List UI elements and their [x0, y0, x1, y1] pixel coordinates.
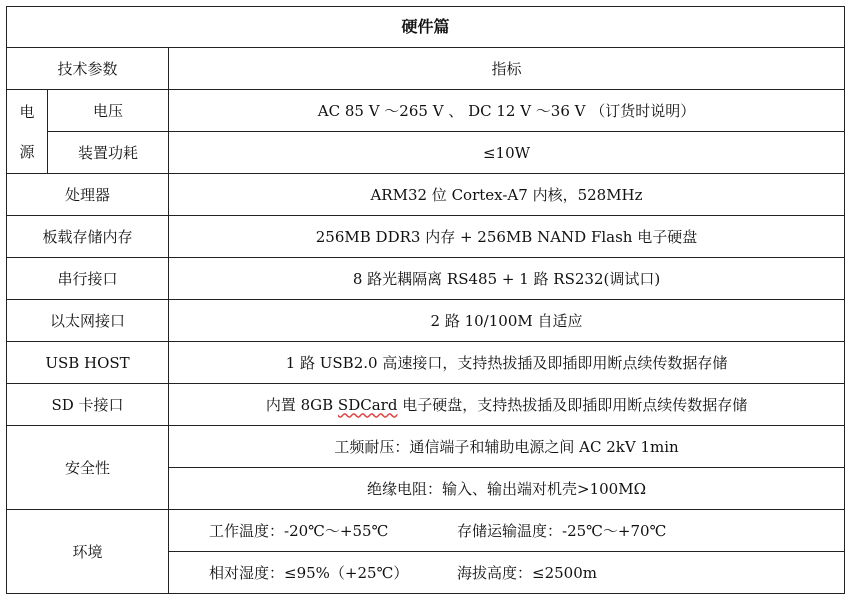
sd-value-underlined: SDCard [337, 395, 398, 414]
row-value: 8 路光耦隔离 RS485 + 1 路 RS232(调试口) [169, 258, 845, 300]
env-storage-temp: 存储运输温度：-25℃～+70℃ [457, 521, 667, 540]
table-row [7, 300, 845, 342]
row-value: 256MB DDR3 内存 + 256MB NAND Flash 电子硬盘 [169, 216, 845, 258]
row-label: 电压 [48, 90, 169, 132]
sd-value-pre: 内置 8GB [265, 395, 338, 414]
power-group-char: 电 [19, 102, 35, 121]
table-row [7, 384, 845, 426]
env-value-row [169, 552, 845, 594]
row-value: AC 85 V ～265 V 、 DC 12 V ～36 V （订货时说明） [169, 90, 845, 132]
row-label: SD 卡接口 [7, 384, 169, 426]
sd-value-post: 电子硬盘，支持热拔插及即插即用断点续传数据存储 [397, 395, 748, 414]
header-spec: 指标 [169, 48, 845, 90]
header-param: 技术参数 [7, 48, 169, 90]
row-value: 1 路 USB2.0 高速接口，支持热拔插及即插即用断点续传数据存储 [169, 342, 845, 384]
env-altitude: 海拔高度：≤2500m [457, 563, 597, 582]
table-row [7, 510, 845, 552]
spec-table-container [6, 6, 845, 594]
table-row [7, 90, 845, 132]
power-group-char: 源 [19, 142, 35, 161]
table-row [7, 216, 845, 258]
table-row [7, 132, 845, 174]
row-label: 安全性 [7, 426, 169, 510]
row-label: 环境 [7, 510, 169, 594]
row-label: USB HOST [7, 342, 169, 384]
header-row [7, 48, 845, 90]
row-value: 2 路 10/100M 自适应 [169, 300, 845, 342]
row-value: ≤10W [169, 132, 845, 174]
row-value [169, 384, 845, 426]
row-value: 绝缘电阻：输入、输出端对机壳>100MΩ [169, 468, 845, 510]
row-value: ARM32 位 Cortex-A7 内核，528MHz [169, 174, 845, 216]
table-row [7, 258, 845, 300]
hardware-spec-table [6, 6, 845, 594]
power-group-label [7, 90, 48, 174]
table-row [7, 342, 845, 384]
row-label: 装置功耗 [48, 132, 169, 174]
row-label: 板载存储内存 [7, 216, 169, 258]
env-working-temp: 工作温度：-20℃～+55℃ [209, 521, 389, 540]
table-row [7, 174, 845, 216]
row-label: 处理器 [7, 174, 169, 216]
env-value-row [169, 510, 845, 552]
table-row [7, 426, 845, 468]
row-label: 串行接口 [7, 258, 169, 300]
row-label: 以太网接口 [7, 300, 169, 342]
row-value: 工频耐压：通信端子和辅助电源之间 AC 2kV 1min [169, 426, 845, 468]
table-title: 硬件篇 [7, 7, 845, 48]
env-humidity: 相对湿度：≤95%（+25℃） [209, 563, 409, 582]
table-title-row [7, 7, 845, 48]
